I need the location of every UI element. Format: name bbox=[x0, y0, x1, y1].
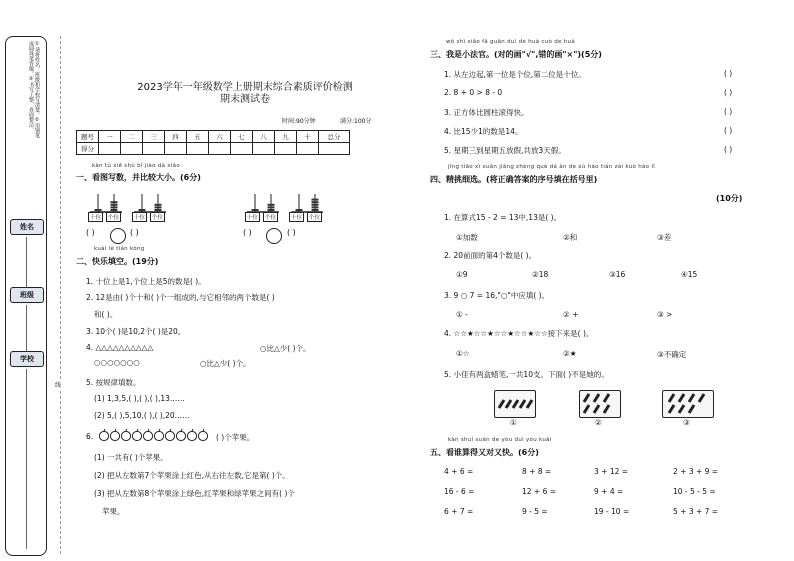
ones-label: 个位 bbox=[106, 212, 121, 222]
calc-item: 10 - 5 - 5 = bbox=[673, 487, 716, 496]
calc-item: 8 + 8 = bbox=[522, 467, 552, 476]
score-cell bbox=[187, 143, 209, 155]
score-cell: 题号 bbox=[77, 131, 99, 143]
line-marker: 线 bbox=[55, 382, 62, 389]
judge-paren: ( ) bbox=[724, 126, 733, 135]
calc-item: 9 + 4 = bbox=[594, 487, 624, 496]
score-table bbox=[76, 130, 350, 155]
judge-paren: ( ) bbox=[724, 145, 733, 154]
score-cell bbox=[319, 143, 350, 155]
choice-option: ②和 bbox=[563, 233, 578, 242]
choice-option: ③不确定 bbox=[657, 350, 687, 359]
crayon-box bbox=[494, 390, 536, 418]
class-line bbox=[26, 305, 27, 351]
score-cell: 六 bbox=[209, 131, 231, 143]
choice-option: ③ > bbox=[657, 310, 673, 319]
school-label: 学校 bbox=[10, 351, 44, 367]
s5-pinyin: kàn shuí suàn de yòu duì yòu kuài bbox=[448, 437, 552, 443]
score-cell: 总分 bbox=[319, 131, 350, 143]
s4-q1: 1. 在算式15 - 2 = 13中,13是( )。 bbox=[444, 213, 562, 222]
choice-option: ①加数 bbox=[456, 233, 478, 242]
s2-q6: 6. bbox=[86, 432, 94, 441]
s2-q3: 3. 10个( )是10,2个( )是20。 bbox=[86, 327, 186, 336]
score-cell: 五 bbox=[187, 131, 209, 143]
crayon-option-label: ② bbox=[595, 418, 602, 427]
s2-q4-answer2: ○比△少( )个。 bbox=[200, 359, 251, 368]
calc-item: 4 + 6 = bbox=[444, 467, 474, 476]
exam-title: 2023学年一年级数学上册期末综合素质评价检测 bbox=[137, 82, 353, 93]
calc-item: 2 + 3 + 9 = bbox=[673, 467, 719, 476]
exam-notes: ①请将姓名、班级和学校写清楚。②用钢笔或圆珠笔答题。③书写工整，卷面整洁。 bbox=[28, 41, 40, 138]
s2-q5-2: (2) 5,( ),5,10,( ),( ),20…… bbox=[94, 411, 190, 420]
s1-pinyin: kàn tú xiě shù bǐ jiào dà xiǎo bbox=[92, 163, 181, 169]
calc-item: 19 - 10 = bbox=[594, 507, 630, 516]
score-cell: 八 bbox=[253, 131, 275, 143]
s4-q2: 2. 20前面的第4个数是( )。 bbox=[444, 251, 537, 260]
exam-full-score: 满分:100分 bbox=[340, 118, 372, 125]
score-cell: 四 bbox=[165, 131, 187, 143]
s4-points: (10分) bbox=[716, 194, 743, 203]
compare-circle bbox=[110, 228, 126, 244]
choice-option: ① - bbox=[456, 310, 468, 319]
tens-label: 十位 bbox=[245, 212, 260, 222]
judge-item: 1. 从左边起,第一位是个位,第二位是十位。 bbox=[444, 70, 586, 79]
s2-q2a: 2. 12是由( )个十和( )个一组成的,与它相邻的两个数是( ) bbox=[86, 293, 275, 302]
choice-option: ② + bbox=[563, 310, 579, 319]
exam-time: 时间:90分钟 bbox=[282, 118, 316, 125]
choice-option: ④15 bbox=[681, 270, 698, 279]
answer-paren: ( ) bbox=[130, 228, 139, 237]
judge-paren: ( ) bbox=[724, 69, 733, 78]
binding-strip bbox=[5, 36, 47, 556]
s2-q6-1: (1) 一共有( )个苹果。 bbox=[94, 453, 168, 462]
calc-item: 12 + 6 = bbox=[522, 487, 557, 496]
score-cell: 七 bbox=[231, 131, 253, 143]
choice-option: ①9 bbox=[456, 270, 468, 279]
calc-item: 3 + 12 = bbox=[594, 467, 629, 476]
crayon-box bbox=[662, 390, 714, 418]
judge-item: 5. 星期三到星期五放假,共放3天假。 bbox=[444, 146, 566, 155]
calc-item: 5 + 3 + 7 = bbox=[673, 507, 719, 516]
class-label: 班级 bbox=[10, 287, 44, 303]
compare-circle bbox=[266, 228, 282, 244]
ones-label: 个位 bbox=[307, 212, 322, 222]
s2-q2b: 和( )。 bbox=[94, 310, 118, 319]
s4-q5: 5. 小佳有两盒蜡笔,一共10支。下面( )不是她的。 bbox=[444, 370, 609, 379]
s4-heading: 四、精挑细选。(将正确答案的序号填在括号里) bbox=[430, 175, 598, 184]
s2-q4-circles: ○○○○○○○ bbox=[94, 358, 140, 367]
s2-q6-3b: 苹果。 bbox=[102, 507, 125, 516]
calc-item: 16 - 6 = bbox=[444, 487, 475, 496]
s2-q5: 5. 按规律填数。 bbox=[86, 378, 141, 387]
judge-item: 4. 比15少1的数是14。 bbox=[444, 127, 523, 136]
calc-item: 9 - 5 = bbox=[522, 507, 548, 516]
choice-option: ③16 bbox=[609, 270, 626, 279]
choice-option: ②18 bbox=[532, 270, 549, 279]
score-cell: 三 bbox=[143, 131, 165, 143]
judge-paren: ( ) bbox=[724, 107, 733, 116]
choice-option: ②★ bbox=[563, 349, 577, 358]
choice-option: ①☆ bbox=[456, 349, 470, 358]
name-line bbox=[26, 237, 27, 287]
s2-q1: 1. 十位上是1,个位上是5的数是( )。 bbox=[86, 277, 206, 286]
s1-heading: 一、看图写数，并比较大小。(6分) bbox=[76, 173, 201, 182]
cut-line bbox=[60, 36, 61, 554]
score-cell bbox=[231, 143, 253, 155]
school-line bbox=[26, 369, 27, 549]
answer-paren: ( ) bbox=[86, 228, 95, 237]
s2-q6-2: (2) 把从左数第7个苹果涂上红色,从右往左数,它是第( )个。 bbox=[94, 471, 290, 480]
calc-item: 6 + 7 = bbox=[444, 507, 474, 516]
score-cell bbox=[121, 143, 143, 155]
tens-label: 十位 bbox=[132, 212, 147, 222]
score-cell bbox=[297, 143, 319, 155]
score-cell bbox=[209, 143, 231, 155]
s3-heading: 三、我是小法官。(对的画"√",错的画"×")(5分) bbox=[430, 50, 602, 59]
s2-heading: 二、快乐填空。(19分) bbox=[76, 257, 159, 266]
tens-label: 十位 bbox=[289, 212, 304, 222]
crayon-option-label: ③ bbox=[683, 418, 690, 427]
crayon-box bbox=[579, 390, 621, 418]
apple-row bbox=[98, 428, 210, 444]
score-cell: 二 bbox=[121, 131, 143, 143]
crayon-option-label: ① bbox=[510, 418, 517, 427]
ones-label: 个位 bbox=[150, 212, 165, 222]
s2-q4-triangles: 4. △△△△△△△△△△ bbox=[86, 343, 154, 352]
s2-q4-answer1: ○比△少( )个。 bbox=[260, 344, 311, 353]
score-cell: 一 bbox=[99, 131, 121, 143]
ones-label: 个位 bbox=[263, 212, 278, 222]
score-cell bbox=[143, 143, 165, 155]
s4-q3: 3. 9 ○ 7 = 16,"○"中应填( )。 bbox=[444, 291, 550, 300]
tens-label: 十位 bbox=[88, 212, 103, 222]
choice-option: ③差 bbox=[657, 233, 672, 242]
score-cell bbox=[275, 143, 297, 155]
s2-q6-answer: ( )个苹果。 bbox=[216, 433, 255, 442]
score-cell: 九 bbox=[275, 131, 297, 143]
judge-paren: ( ) bbox=[724, 88, 733, 97]
score-cell bbox=[99, 143, 121, 155]
answer-paren: ( ) bbox=[287, 228, 296, 237]
score-cell: 得分 bbox=[77, 143, 99, 155]
s2-q6-3a: (3) 把从左数第8个苹果涂上绿色,红苹果和绿苹果之间有( )个 bbox=[94, 489, 295, 498]
s2-q5-1: (1) 1,3,5,( ),( ),( ),13…… bbox=[94, 394, 185, 403]
judge-item: 2. 8 + 0 > 8 - 0 bbox=[444, 88, 503, 97]
s5-heading: 五、看谁算得又对又快。(6分) bbox=[430, 448, 539, 457]
name-label: 姓名 bbox=[10, 219, 44, 235]
judge-item: 3. 正方体比圆柱滚得快。 bbox=[444, 108, 529, 117]
score-cell bbox=[165, 143, 187, 155]
answer-paren: ( ) bbox=[243, 228, 252, 237]
score-cell: 十 bbox=[297, 131, 319, 143]
exam-subtitle: 期末测试卷 bbox=[220, 94, 270, 105]
score-cell bbox=[253, 143, 275, 155]
s4-q4: 4. ☆☆★☆☆★☆☆★☆☆★☆☆接下来是( )。 bbox=[444, 329, 594, 338]
s4-pinyin: jīng tiāo xì xuǎn jiāng zhèng què dá àn de xù hào tián zài kuò hào lǐ bbox=[448, 164, 656, 170]
s3-pinyin: wǒ shì xiǎo fǎ guān duì de huà cuò de huà bbox=[446, 39, 575, 45]
s2-pinyin: kuài lè tián kòng bbox=[94, 246, 145, 252]
